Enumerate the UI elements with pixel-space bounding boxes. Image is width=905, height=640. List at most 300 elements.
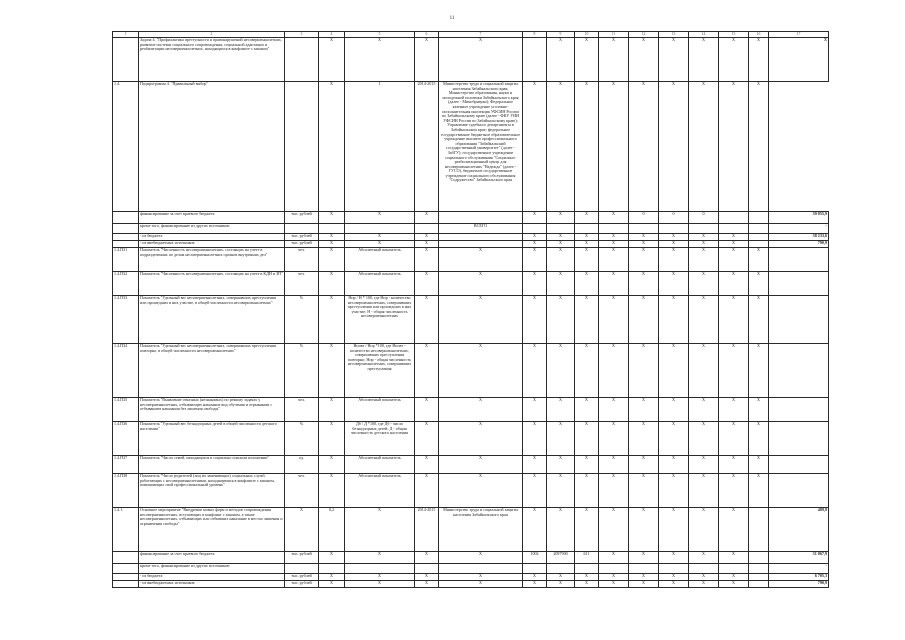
table-cell <box>285 564 319 574</box>
table-cell: 2097900 <box>547 552 575 564</box>
table-cell: Х <box>659 581 689 588</box>
table-cell <box>575 224 599 234</box>
table-cell: Х <box>319 456 345 474</box>
table-cell: Х <box>319 552 345 564</box>
table-cell: Х <box>523 344 547 398</box>
table-cell: Х <box>415 474 439 508</box>
table-cell <box>629 564 659 574</box>
table-cell: Х <box>719 248 749 272</box>
table-cell: Х <box>523 581 547 588</box>
table-cell: Х <box>719 581 749 588</box>
table-cell: Х <box>319 474 345 508</box>
table-cell: 1002 <box>523 552 547 564</box>
table-cell: Нповт / Нпр *100, где Нповт - количество несовершеннолетних, совершивших преступления повторно; Нпр - общая численность несовершеннолетних, совершивших преступления <box>345 344 415 398</box>
row-title-cell: Показатель "Удельный вес несовершеннолетних, совершивших преступления или прошедших в них участие, в общей численности несовершеннолетних" <box>139 296 285 344</box>
column-number: 8 <box>523 32 547 38</box>
column-number: 5 <box>345 32 415 38</box>
row-title-cell: кроме того, финансирование из других источников: <box>139 224 285 234</box>
table-cell <box>523 224 547 234</box>
row-title-cell: - из бюджета <box>139 574 285 581</box>
table-cell: Х <box>659 552 689 564</box>
column-number: 9 <box>547 32 575 38</box>
table-cell: Х <box>659 474 689 508</box>
table-cell <box>575 564 599 574</box>
table-cell: Х <box>749 422 769 456</box>
table-cell: Х <box>629 456 659 474</box>
row-code-cell <box>113 581 139 588</box>
table-cell: Нпр / Н * 100, где Нпр - количество несовершеннолетних, совершивших преступления или прошедших в них участие; Н - общая численность несовершеннолетних <box>345 296 415 344</box>
table-cell: Х <box>415 456 439 474</box>
column-number: 16 <box>749 32 769 38</box>
table-cell: 0 <box>659 212 689 224</box>
table-cell: Х <box>719 508 749 552</box>
table-cell: Х <box>719 38 749 82</box>
table-cell: чел. <box>285 248 319 272</box>
table-cell: Х <box>439 474 523 508</box>
table-cell: Х <box>575 581 599 588</box>
table-cell: Х <box>689 422 719 456</box>
table-cell: Х <box>629 581 659 588</box>
table-cell: Х <box>415 296 439 344</box>
table-cell <box>629 224 659 234</box>
table-cell: Х <box>439 581 523 588</box>
table-cell <box>285 82 319 212</box>
table-cell: тыс. рублей <box>285 234 319 241</box>
table-cell: 611 <box>575 552 599 564</box>
table-cell: Х <box>719 552 749 564</box>
table-cell: Х <box>659 234 689 241</box>
table-cell: Министерство труда и социальной защиты населения Забайкальского края; Министерство образования, науки и молодежной политики Забайкальского края (далее - Минобрнауки); Федеральное казенное учреждение уголовно-исполнительная инспекция УФСИН России по Забайкальскому краю (далее - ФКУ УИИ УФСИН России по Забайкальскому краю); Управление судебного департамента в Забайкальском крае; федеральное государственное бюджетное образовательное учреждение высшего профессионального образования "Забайкальский государственный университет" (далее - ЗабГУ); государственное учреждение социального обслуживания "Социально-реабилитационный центр для несовершеннолетних "Надежда" (далее - ГУСО), бюджетное государственное учреждение социального обслуживания "Содружество" Забайкальского края <box>439 82 523 212</box>
table-row <box>113 564 829 574</box>
table-cell: Х <box>575 456 599 474</box>
table-cell: Х <box>599 248 629 272</box>
table-cell: Х <box>599 574 629 581</box>
table-cell <box>415 224 439 234</box>
table-cell <box>769 344 829 398</box>
table-cell: Х <box>415 38 439 82</box>
table-cell: Х <box>659 574 689 581</box>
row-title-cell: Задача 4. "Профилактика преступности и правонарушений несовершеннолетних, развитие системы социального сопровождения, социальной адаптации и реабилитации несовершеннолетних, находящихся в конфликте с законом" <box>139 38 285 82</box>
table-cell: Х <box>599 581 629 588</box>
table-cell: Х <box>689 581 719 588</box>
table-cell: Х <box>415 234 439 241</box>
column-number: 2 <box>139 32 285 38</box>
table-cell: Х <box>319 248 345 272</box>
table-cell: Х <box>689 574 719 581</box>
table-cell <box>319 564 345 574</box>
table-cell: Х <box>599 38 629 82</box>
table-cell: 1 <box>345 82 415 212</box>
table-cell <box>749 234 769 241</box>
column-number: 1 <box>113 32 139 38</box>
table-cell: % <box>285 422 319 456</box>
table-cell <box>769 296 829 344</box>
table-cell: 790,9 <box>769 241 829 248</box>
table-cell <box>599 224 629 234</box>
table-cell: Х <box>659 456 689 474</box>
row-code-cell <box>113 574 139 581</box>
table-cell: Х <box>547 344 575 398</box>
table-cell: Х <box>629 241 659 248</box>
table-row <box>113 272 829 296</box>
table-cell <box>769 248 829 272</box>
table-cell: Х <box>547 456 575 474</box>
table-cell: Х <box>575 508 599 552</box>
table-cell: Х <box>659 398 689 422</box>
table-cell: Дб / Д *100, где Дб - число безнадзорных детей; Д - общая численность детского населения <box>345 422 415 456</box>
table-row <box>113 456 829 474</box>
table-cell <box>769 474 829 508</box>
table-cell: Х <box>319 212 345 224</box>
table-cell: Х <box>319 581 345 588</box>
table-cell: Х <box>689 296 719 344</box>
table-cell: Х <box>439 456 523 474</box>
table-cell: Х <box>575 296 599 344</box>
table-cell: 6 705,3 <box>769 574 829 581</box>
row-title-cell: Подпрограмма 4. "Правильный выбор" <box>139 82 285 212</box>
table-cell: Х <box>629 344 659 398</box>
table-cell <box>523 564 547 574</box>
table-cell: чел. <box>285 272 319 296</box>
table-cell: Х <box>629 574 659 581</box>
row-code-cell: 1.4.П34 <box>113 344 139 398</box>
table-cell: Х <box>523 241 547 248</box>
table-cell: Х <box>319 82 345 212</box>
table-cell: Х <box>547 474 575 508</box>
table-cell: Х <box>749 474 769 508</box>
table-cell: Х <box>719 474 749 508</box>
table-cell <box>523 38 547 82</box>
table-row <box>113 248 829 272</box>
row-code-cell <box>113 38 139 82</box>
table-cell: % <box>285 296 319 344</box>
column-number: 7 <box>439 32 523 38</box>
table-cell: Х <box>547 248 575 272</box>
table-cell: Х <box>629 474 659 508</box>
row-code-cell <box>113 552 139 564</box>
table-cell: тыс. рублей <box>285 241 319 248</box>
table-cell: чел. <box>285 474 319 508</box>
table-cell <box>719 564 749 574</box>
table-cell: Х <box>629 82 659 212</box>
table-cell: тыс. рублей <box>285 552 319 564</box>
table-cell: Абсолютный показатель <box>345 272 415 296</box>
table-cell: Х <box>689 508 719 552</box>
table-cell: Х <box>319 422 345 456</box>
table-cell: Х <box>575 474 599 508</box>
table-cell: Х <box>749 398 769 422</box>
column-number: 15 <box>719 32 749 38</box>
table-cell: Х <box>689 38 719 82</box>
table-cell: Х <box>599 422 629 456</box>
table-cell: Абсолютный показатель <box>345 248 415 272</box>
table-row <box>113 474 829 508</box>
table-cell <box>439 241 523 248</box>
table-cell: 0 <box>629 212 659 224</box>
row-title-cell: Показатель "Выявление отказных (незнакомых) по режиму задачах у несовершеннолетних, отбывающих наказание вид обучения и отрывными с отбыванием наказания без лишения свободы" <box>139 398 285 422</box>
table-cell: Х <box>345 581 415 588</box>
table-cell: Х <box>439 296 523 344</box>
table-cell: - <box>769 564 829 574</box>
table-cell: - <box>769 224 829 234</box>
table-cell: 38 233,6 <box>769 234 829 241</box>
row-title-cell: Показатель "Численность несовершеннолетних, состоящих на учете в КДН и ЗП" <box>139 272 285 296</box>
table-cell: Х <box>319 234 345 241</box>
column-number: 14 <box>689 32 719 38</box>
table-cell: Х <box>439 272 523 296</box>
table-cell: 39 055,9 <box>769 212 829 224</box>
row-title-cell: Показатель "Удельный вес несовершеннолетних, совершивших преступления повторно, в общей численности несовершеннолетних" <box>139 344 285 398</box>
table-cell: Х <box>345 234 415 241</box>
table-cell <box>769 398 829 422</box>
table-cell: Х <box>719 234 749 241</box>
table-cell: Х <box>629 508 659 552</box>
table-cell <box>689 564 719 574</box>
table-cell: % <box>285 344 319 398</box>
table-cell: Х <box>345 212 415 224</box>
table-cell: Х <box>629 552 659 564</box>
row-title-cell: Основное мероприятие "Внедрение новых форм и методов сопровождения несовершеннолетних, вступающих в конфликт с законом, а также несовершеннолетних, отбывающих или отбывших наказание в местах лишения и ограничения свободы" <box>139 508 285 552</box>
table-cell: Х <box>415 422 439 456</box>
table-row <box>113 234 829 241</box>
table-cell: Х <box>689 82 719 212</box>
row-title-cell: Показатель "Численность несовершеннолетних, состоящих на учете в подразделениях по делам несовершеннолетних органов внутренних дел" <box>139 248 285 272</box>
table-cell: 0 <box>689 212 719 224</box>
table-cell: 790,9 <box>769 581 829 588</box>
table-cell: Х <box>749 344 769 398</box>
column-number: 4 <box>319 32 345 38</box>
table-cell: Х <box>547 508 575 552</box>
table-cell: чел. <box>285 398 319 422</box>
table-cell <box>749 224 769 234</box>
table-cell: Х <box>749 82 769 212</box>
table-cell: Х <box>575 272 599 296</box>
column-number: 11 <box>599 32 629 38</box>
table-cell: Х <box>547 212 575 224</box>
table-row <box>113 422 829 456</box>
table-cell: Х <box>659 422 689 456</box>
table-cell: Х <box>345 241 415 248</box>
table-cell: Х <box>689 456 719 474</box>
table-cell: Министерство труда и социальной защиты населения Забайкальского края <box>439 508 523 552</box>
table-cell: Абсолютный показатель <box>345 474 415 508</box>
table-cell <box>285 224 319 234</box>
table-cell: Х <box>319 344 345 398</box>
table-row <box>113 344 829 398</box>
table-cell <box>749 241 769 248</box>
table-row <box>113 296 829 344</box>
row-code-cell <box>113 224 139 234</box>
table-cell: Х <box>719 296 749 344</box>
table-cell: Х <box>689 474 719 508</box>
table-cell: Х <box>547 422 575 456</box>
table-cell <box>689 224 719 234</box>
table-cell: Х <box>547 241 575 248</box>
table-cell: Х <box>547 272 575 296</box>
table-cell: Х <box>749 248 769 272</box>
table-cell: Х <box>575 212 599 224</box>
table-cell: Х <box>523 398 547 422</box>
table-cell: Х <box>439 552 523 564</box>
table-cell <box>659 224 689 234</box>
table-cell: Х <box>659 241 689 248</box>
table-cell: Х <box>345 38 415 82</box>
table-cell <box>415 564 439 574</box>
program-table <box>112 31 829 588</box>
row-code-cell: 1.4.1. <box>113 508 139 552</box>
table-cell: Х <box>415 272 439 296</box>
row-code-cell <box>113 212 139 224</box>
table-cell <box>285 38 319 82</box>
table-row <box>113 224 829 234</box>
table-cell <box>547 224 575 234</box>
table-cell: Х <box>319 574 345 581</box>
table-cell: Х <box>547 398 575 422</box>
table-cell: Х <box>319 296 345 344</box>
row-code-cell: 1.4.П31 <box>113 248 139 272</box>
table-cell: Х <box>415 581 439 588</box>
table-cell: Х <box>523 456 547 474</box>
table-cell: Х <box>599 296 629 344</box>
table-cell: 2014-2015 <box>415 82 439 212</box>
table-cell: Х <box>719 82 749 212</box>
table-cell <box>749 574 769 581</box>
table-row <box>113 241 829 248</box>
table-cell: Х <box>629 38 659 82</box>
table-cell: Х <box>415 212 439 224</box>
table-cell: Х <box>749 296 769 344</box>
row-title-cell: Показатель "Число семей, находящихся в социально опасном положении" <box>139 456 285 474</box>
row-title-cell: - из бюджета <box>139 234 285 241</box>
table-cell: Х <box>659 508 689 552</box>
table-cell: Х <box>415 552 439 564</box>
table-cell: Х <box>769 38 829 82</box>
table-cell <box>719 224 749 234</box>
table-cell <box>749 564 769 574</box>
table-cell: тыс. рублей <box>285 581 319 588</box>
table-cell: Х <box>523 212 547 224</box>
table-cell <box>439 564 523 574</box>
table-cell: Х <box>719 398 749 422</box>
table-cell: 409,9 <box>769 508 829 552</box>
row-code-cell: 1.4. <box>113 82 139 212</box>
table-cell: Х <box>599 508 629 552</box>
row-code-cell: 1.4.П36 <box>113 422 139 456</box>
table-row <box>113 508 829 552</box>
table-cell <box>659 564 689 574</box>
table-cell: Х <box>523 234 547 241</box>
table-cell: Х <box>599 241 629 248</box>
table-cell <box>769 456 829 474</box>
table-cell: Х <box>599 474 629 508</box>
row-code-cell <box>113 234 139 241</box>
table-cell: 2014-2015 <box>415 508 439 552</box>
table-cell: Х <box>439 574 523 581</box>
table-cell: Х <box>523 422 547 456</box>
table-cell: Х <box>659 344 689 398</box>
table-row <box>113 581 829 588</box>
column-number: 17 <box>769 32 829 38</box>
table-cell: Х <box>749 456 769 474</box>
table-cell <box>749 552 769 564</box>
table-cell: Х <box>575 241 599 248</box>
table-cell <box>319 224 345 234</box>
table-cell: Х <box>319 38 345 82</box>
table-cell: Х <box>719 241 749 248</box>
table-cell: Х <box>523 296 547 344</box>
table-cell: Х <box>439 248 523 272</box>
table-cell <box>719 212 749 224</box>
table-row <box>113 398 829 422</box>
table-row <box>113 38 829 82</box>
table-cell: Х <box>547 574 575 581</box>
row-code-cell: 1.4.П37 <box>113 456 139 474</box>
table-cell <box>749 508 769 552</box>
table-cell <box>599 564 629 574</box>
table-cell: Х <box>439 398 523 422</box>
table-cell: Х <box>629 296 659 344</box>
table-cell <box>749 581 769 588</box>
table-cell: Х <box>599 552 629 564</box>
column-number: 10 <box>575 32 599 38</box>
table-cell: Х <box>415 398 439 422</box>
table-cell: Х <box>575 82 599 212</box>
row-code-cell: 1.4.П32 <box>113 272 139 296</box>
table-cell <box>345 564 415 574</box>
table-cell <box>439 212 523 224</box>
table-row <box>113 212 829 224</box>
table-cell: Х <box>523 272 547 296</box>
table-cell: Х <box>575 248 599 272</box>
row-code-cell: 1.4.П35 <box>113 398 139 422</box>
table-cell: Х <box>689 241 719 248</box>
page-number: 11 <box>449 16 455 21</box>
table-cell: Х <box>689 272 719 296</box>
table-cell: Х <box>319 241 345 248</box>
table-cell: Х <box>547 38 575 82</box>
table-cell: Х <box>319 272 345 296</box>
table-cell: Х <box>575 574 599 581</box>
table-cell: Х <box>719 456 749 474</box>
table-cell: Х <box>599 82 629 212</box>
table-cell: Х <box>689 552 719 564</box>
table-cell <box>749 212 769 224</box>
table-cell: Х <box>523 474 547 508</box>
column-number: 3 <box>285 32 319 38</box>
row-title-cell: финансирование за счет краевого бюджета <box>139 552 285 564</box>
table-cell: Х <box>415 248 439 272</box>
table-cell: Х <box>523 574 547 581</box>
table-cell: Х <box>319 398 345 422</box>
row-title-cell: финансирование за счет краевого бюджета <box>139 212 285 224</box>
table-cell: Х <box>629 422 659 456</box>
table-cell: Х <box>629 272 659 296</box>
table-cell <box>439 234 523 241</box>
table-cell <box>769 422 829 456</box>
table-cell: Х <box>345 574 415 581</box>
row-code-cell <box>113 564 139 574</box>
table-cell: Х <box>439 38 523 82</box>
table-cell: Х <box>575 344 599 398</box>
table-cell: Х <box>719 422 749 456</box>
table-cell: Х <box>749 272 769 296</box>
table-cell: Х <box>629 234 659 241</box>
table-cell: Х <box>659 296 689 344</box>
table-cell: Х <box>719 344 749 398</box>
table-cell: Абсолютный показатель <box>345 456 415 474</box>
column-number: 12 <box>629 32 659 38</box>
table-row <box>113 82 829 212</box>
